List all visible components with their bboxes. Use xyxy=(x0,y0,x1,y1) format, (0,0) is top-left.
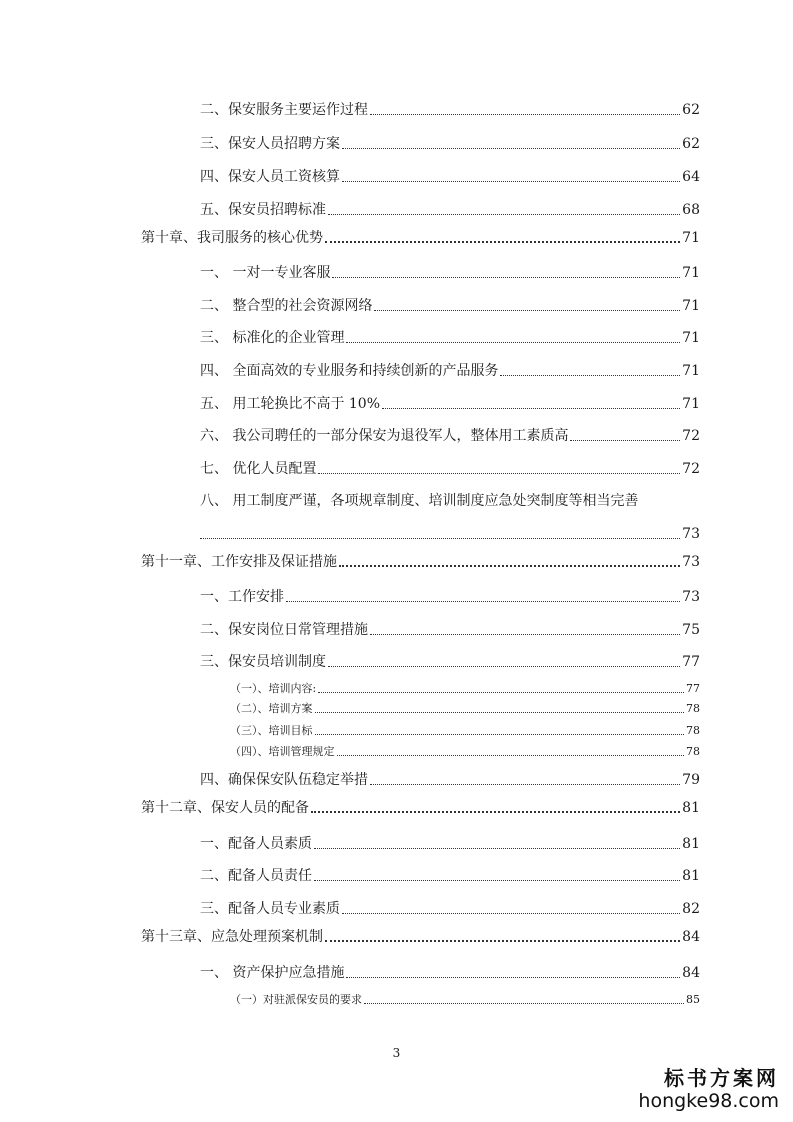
watermark-cn: 标书方案网 xyxy=(664,1066,779,1090)
toc-entry-page: 68 xyxy=(682,202,700,218)
toc-entry-label: 一、配备人员素质 xyxy=(200,836,312,852)
dot-leader xyxy=(382,408,680,409)
toc-entry-label: 二、 整合型的社会资源网络 xyxy=(200,298,373,314)
toc-entry-page: 73 xyxy=(682,589,700,605)
toc-sub-entry[interactable] xyxy=(230,993,700,1007)
toc-entry[interactable] xyxy=(200,264,700,282)
toc-entry[interactable] xyxy=(200,329,700,347)
toc-entry[interactable] xyxy=(200,135,700,153)
dot-leader xyxy=(318,692,684,693)
dot-leader xyxy=(325,241,680,243)
toc-sub-entry[interactable] xyxy=(230,682,700,696)
dot-leader xyxy=(346,977,680,978)
toc-entry-page: 84 xyxy=(682,965,700,981)
toc-entry-page: 73 xyxy=(682,526,700,542)
toc-entry[interactable] xyxy=(200,460,700,478)
toc-entry[interactable] xyxy=(200,835,700,853)
toc-entry-label: 一、工作安排 xyxy=(200,589,284,605)
dot-leader xyxy=(318,473,680,474)
page-number: 3 xyxy=(392,1046,401,1060)
toc-entry-label: 二、保安服务主要运作过程 xyxy=(200,102,368,118)
toc-entry-label: 五、 用工轮换比不高于 10% xyxy=(200,396,381,412)
toc-entry-label: 六、 我公司聘任的一部分保安为退役军人，整体用工素质高 xyxy=(200,428,569,444)
toc-entry-page: 79 xyxy=(682,772,700,788)
watermark-logo xyxy=(629,1066,779,1112)
toc-entry-label: 四、保安人员工资核算 xyxy=(200,169,340,185)
toc-entry-page: 81 xyxy=(682,836,700,852)
toc-entry-page: 72 xyxy=(682,428,700,444)
dot-leader xyxy=(311,811,680,813)
toc-entry-page: 77 xyxy=(682,654,700,670)
toc-entry-page: 75 xyxy=(682,622,700,638)
toc-entry-label: 二、保安岗位日常管理措施 xyxy=(200,622,368,638)
toc-entry-page: 62 xyxy=(682,136,700,152)
toc-entry-label: 四、确保保安队伍稳定举措 xyxy=(200,772,368,788)
toc-entry[interactable] xyxy=(200,964,700,982)
toc-entry[interactable] xyxy=(200,362,700,380)
dot-leader xyxy=(342,913,680,914)
toc-entry-page: 71 xyxy=(682,330,700,346)
toc-entry-label: 三、 标准化的企业管理 xyxy=(200,330,345,346)
dot-leader xyxy=(370,114,680,115)
toc-entry-page: 82 xyxy=(682,901,700,917)
dot-leader xyxy=(370,784,680,785)
dot-leader xyxy=(342,181,680,182)
toc-entry[interactable] xyxy=(200,621,700,639)
toc-entry-label: 一、 一对一专业客服 xyxy=(200,265,331,281)
toc-sub-entry[interactable] xyxy=(230,724,700,738)
toc-entry-label: 一、 资产保护应急措施 xyxy=(200,965,345,981)
toc-entry[interactable] xyxy=(200,168,700,186)
toc-entry[interactable] xyxy=(200,297,700,315)
toc-entry-page: 81 xyxy=(682,868,700,884)
toc-chapter-entry[interactable] xyxy=(141,799,700,817)
dot-leader xyxy=(328,214,680,215)
toc-entry[interactable] xyxy=(200,653,700,671)
toc-entry[interactable] xyxy=(200,771,700,789)
toc-entry-page: 71 xyxy=(682,265,700,281)
toc-entry-label: 三、配备人员专业素质 xyxy=(200,901,340,917)
dot-leader xyxy=(314,848,680,849)
toc-entry-continuation[interactable] xyxy=(200,525,700,543)
toc-entry-label: 第十三章、应急处理预案机制 xyxy=(141,929,323,945)
toc-entry[interactable] xyxy=(200,427,700,445)
dot-leader xyxy=(332,277,680,278)
dot-leader xyxy=(570,440,680,441)
toc-entry-label: 五、保安员招聘标准 xyxy=(200,202,326,218)
toc-entry-page: 78 xyxy=(686,724,700,737)
toc-entry-page: 64 xyxy=(682,169,700,185)
toc-entry-label: 七、 优化人员配置 xyxy=(200,461,317,477)
dot-leader xyxy=(337,755,685,756)
dot-leader xyxy=(325,940,680,942)
dot-leader xyxy=(328,666,680,667)
toc-entry[interactable] xyxy=(200,201,700,219)
toc-entry[interactable] xyxy=(200,101,700,119)
dot-leader xyxy=(339,565,680,567)
dot-leader xyxy=(364,1003,684,1004)
toc-entry-label: （三）、培训目标 xyxy=(230,724,313,737)
toc-entry[interactable] xyxy=(200,867,700,885)
toc-chapter-entry[interactable] xyxy=(141,229,700,247)
toc-entry-page: 84 xyxy=(682,929,700,945)
dot-leader xyxy=(286,601,680,602)
toc-entry-label: （四）、培训管理规定 xyxy=(230,745,335,758)
dot-leader xyxy=(315,712,685,713)
toc-entry[interactable] xyxy=(200,900,700,918)
dot-leader xyxy=(315,734,685,735)
toc-entry-page: 71 xyxy=(682,230,700,246)
dot-leader xyxy=(346,342,680,343)
toc-entry-label: 第十二章、保安人员的配备 xyxy=(141,800,309,816)
toc-entry[interactable] xyxy=(200,588,700,606)
toc-entry-label: 三、保安员培训制度 xyxy=(200,654,326,670)
dot-leader xyxy=(500,375,680,376)
toc-entry-label: （二）、培训方案 xyxy=(230,702,313,715)
toc-sub-entry[interactable] xyxy=(230,745,700,759)
toc-entry-label: 第十一章、工作安排及保证措施 xyxy=(141,554,337,570)
toc-entry-page: 78 xyxy=(686,745,700,758)
watermark-url: hongke98.com xyxy=(638,1090,779,1112)
toc-entry-page: 85 xyxy=(686,993,700,1006)
toc-entry[interactable] xyxy=(200,395,700,413)
dot-leader xyxy=(314,880,680,881)
dot-leader xyxy=(370,634,680,635)
toc-entry-page: 78 xyxy=(686,702,700,715)
toc-entry-page: 71 xyxy=(682,298,700,314)
toc-entry-page: 62 xyxy=(682,102,700,118)
toc-entry-page: 73 xyxy=(682,554,700,570)
toc-entry-page: 71 xyxy=(682,363,700,379)
toc-entry-label: 四、 全面高效的专业服务和持续创新的产品服务 xyxy=(200,363,499,379)
dot-leader xyxy=(374,310,680,311)
toc-entry-label: 二、配备人员责任 xyxy=(200,868,312,884)
toc-chapter-entry[interactable] xyxy=(141,928,700,946)
toc-entry-label: （一）、培训内容: xyxy=(230,682,317,695)
dot-leader xyxy=(342,148,680,149)
toc-entry-page: 77 xyxy=(686,682,700,695)
dot-leader xyxy=(200,538,680,539)
toc-entry-label[interactable]: 八、 用工制度严谨，各项规章制度、培训制度应急处突制度等相当完善 xyxy=(200,493,639,509)
toc-entry-label: 第十章、我司服务的核心优势 xyxy=(141,230,323,246)
toc-entry-page: 72 xyxy=(682,461,700,477)
toc-chapter-entry[interactable] xyxy=(141,553,700,571)
toc-entry-label: （一）对驻派保安员的要求 xyxy=(230,993,362,1006)
toc-sub-entry[interactable] xyxy=(230,702,700,716)
toc-entry-label: 三、保安人员招聘方案 xyxy=(200,136,340,152)
toc-entry-page: 81 xyxy=(682,800,700,816)
toc-entry-page: 71 xyxy=(682,396,700,412)
